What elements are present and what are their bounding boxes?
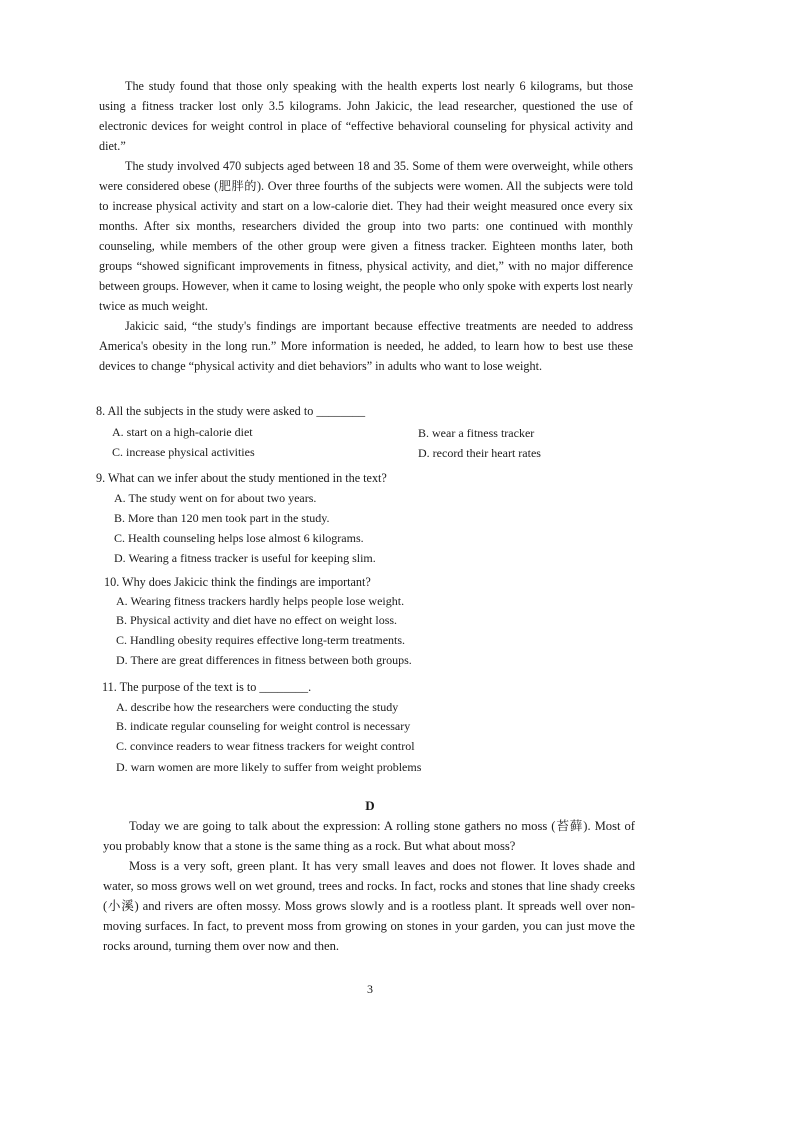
question-11-option-a[interactable]: A. describe how the researchers were conducting the study (116, 700, 399, 714)
question-8-option-b[interactable]: B. wear a fitness tracker (418, 426, 535, 440)
question-8-option-a[interactable]: A. start on a high-calorie diet (112, 425, 253, 439)
question-10-option-b[interactable]: B. Physical activity and diet have no effect on weight loss. (116, 613, 398, 627)
section-d-heading: D (365, 798, 375, 813)
passage-d-paragraph-2: Moss is a very soft, green plant. It has very small leaves and does not flower. It loves shade and water, so moss grows well on wet ground, trees and rocks. In fact, rocks and stones that line shady creeks (小溪) and rivers are often mossy. Moss grows slowly and is a rootless plant. It spreads well over non-moving surfaces. In fact, to prevent moss from growing on stones in your garden, you can just move the rocks around, turning them over now and then. (103, 859, 635, 953)
question-8-stem: 8. All the subjects in the study were asked to ________ (96, 404, 366, 418)
question-9-stem: 9. What can we infer about the study mentioned in the text? (96, 471, 387, 485)
passage-c-paragraph-1: The study found that those only speaking with the health experts lost nearly 6 kilograms, but those using a fitness tracker lost only 3.5 kilograms. John Jakicic, the lead researcher, questioned the use of electronic devices for weight control in place of “effective behavioral counseling for physical activity and diet.” (99, 79, 633, 153)
question-10-option-d[interactable]: D. There are great differences in fitness between both groups. (116, 653, 412, 667)
passage-c-paragraph-2: The study involved 470 subjects aged between 18 and 35. Some of them were overweight, while others were considered obese (肥胖的). Over three fourths of the subjects were women. All the subjects were told to increase physical activity and start on a low-calorie diet. They had their weight measured once every six months. After six months, researchers divided the group into two parts: one continued with monthly counseling, while members of the other group were given a fitness tracker. Eighteen months later, both groups “showed significant improvements in fitness, physical activity, and diet,” with no major difference between groups. However, when it came to losing weight, the people who only spoke with experts lost nearly twice as much weight. (99, 159, 633, 313)
question-10-option-c[interactable]: C. Handling obesity requires effective long-term treatments. (116, 633, 406, 647)
question-9-option-a[interactable]: A. The study went on for about two years. (114, 491, 317, 505)
question-11-option-d[interactable]: D. warn women are more likely to suffer from weight problems (116, 760, 422, 774)
question-8-option-c[interactable]: C. increase physical activities (112, 445, 255, 459)
question-11-option-b[interactable]: B. indicate regular counseling for weight control is necessary (116, 719, 411, 733)
question-9-option-d[interactable]: D. Wearing a fitness tracker is useful for keeping slim. (114, 551, 376, 565)
question-10-option-a[interactable]: A. Wearing fitness trackers hardly helps people lose weight. (116, 594, 405, 608)
question-8-option-d[interactable]: D. record their heart rates (418, 446, 541, 460)
question-11-option-c[interactable]: C. convince readers to wear fitness trackers for weight control (116, 739, 415, 753)
question-11-stem: 11. The purpose of the text is to ________. (102, 680, 312, 694)
question-10-stem: 10. Why does Jakicic think the findings are important? (104, 575, 371, 589)
passage-d-paragraph-1: Today we are going to talk about the expression: A rolling stone gathers no moss (苔藓). Most of you probably know that a stone is the same thing as a rock. But what about moss? (103, 819, 635, 853)
passage-c-paragraph-3: Jakicic said, “the study's findings are important because effective treatments are needed to address America's obesity in the long run.” More information is needed, he added, to learn how to best use these devices to change “physical activity and diet behaviors” in adults who want to lose weight. (99, 319, 633, 373)
question-9-option-c[interactable]: C. Health counseling helps lose almost 6 kilograms. (114, 531, 364, 545)
question-9-option-b[interactable]: B. More than 120 men took part in the study. (114, 511, 330, 525)
page-number: 3 (367, 982, 373, 996)
